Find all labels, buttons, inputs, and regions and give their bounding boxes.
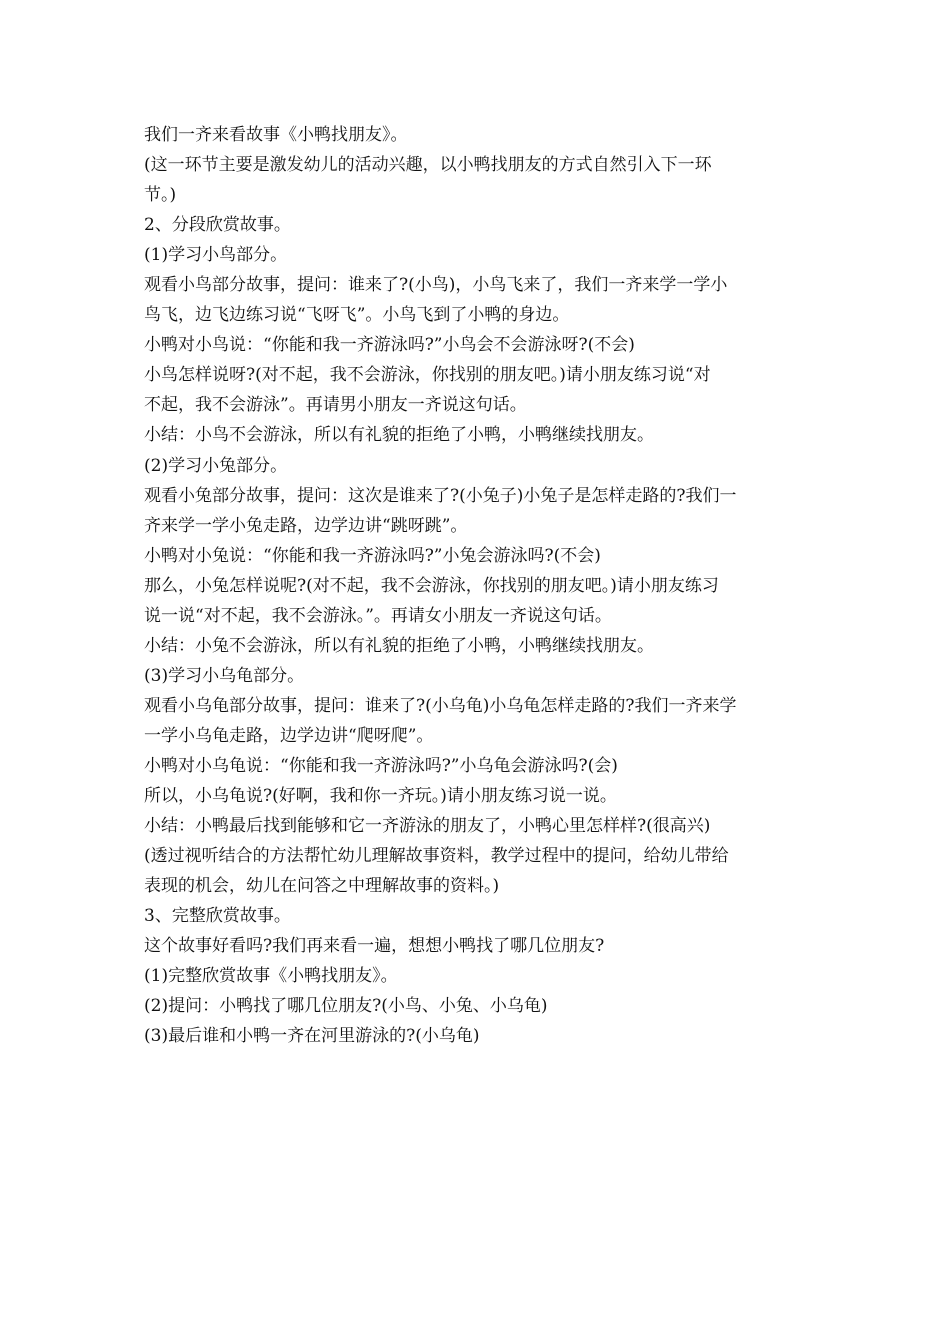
text-line: 观看小乌龟部分故事，提问：谁来了?(小乌龟)小乌龟怎样走路的?我们一齐来学 (144, 695, 737, 716)
text-line: (透过视听结合的方法帮忙幼儿理解故事资料，教学过程中的提问，给幼儿带给 (144, 846, 729, 867)
text-line: 小鸭对小乌龟说：“你能和我一齐游泳吗?”小乌龟会游泳吗?(会) (144, 755, 618, 776)
text-line: 小鸭对小兔说：“你能和我一齐游泳吗?”小兔会游泳吗?(不会) (144, 545, 601, 566)
text-line: 说一说“对不起，我不会游泳。”。再请女小朋友一齐说这句话。 (144, 605, 612, 626)
text-line: (这一环节主要是激发幼儿的活动兴趣，以小鸭找朋友的方式自然引入下一环 (144, 155, 712, 176)
text-line: 表现的机会，幼儿在问答之中理解故事的资料。) (144, 876, 500, 897)
text-line: 小结：小鸭最后找到能够和它一齐游泳的朋友了，小鸭心里怎样样?(很高兴) (144, 816, 711, 837)
text-line: 小鸟怎样说呀?(对不起，我不会游泳，你找别的朋友吧。)请小朋友练习说“对 (144, 365, 711, 386)
text-line: (3)最后谁和小鸭一齐在河里游泳的?(小乌龟) (144, 1026, 480, 1047)
text-line: (3)学习小乌龟部分。 (144, 665, 305, 686)
text-line: (1)学习小鸟部分。 (144, 245, 288, 266)
text-line: 3、完整欣赏故事。 (144, 906, 291, 927)
text-line: 小结：小兔不会游泳，所以有礼貌的拒绝了小鸭，小鸭继续找朋友。 (144, 635, 654, 656)
text-line: 我们一齐来看故事《小鸭找朋友》。 (144, 125, 408, 145)
text-line: 2、分段欣赏故事。 (144, 215, 291, 236)
text-line: (2)提问：小鸭找了哪几位朋友?(小鸟、小兔、小乌龟) (144, 996, 548, 1017)
text-line: 观看小鸟部分故事，提问：谁来了?(小鸟)，小鸟飞来了，我们一齐来学一学小 (144, 275, 728, 296)
text-line: 所以，小乌龟说?(好啊，我和你一齐玩。)请小朋友练习说一说。 (144, 786, 617, 807)
text-line: (2)学习小兔部分。 (144, 455, 288, 476)
text-line: 齐来学一学小兔走路，边学边讲“跳呀跳”。 (144, 515, 468, 536)
document-body (144, 120, 808, 1051)
text-line: 小鸭对小鸟说：“你能和我一齐游泳吗?”小鸟会不会游泳呀?(不会) (144, 335, 635, 356)
text-line: 那么，小兔怎样说呢?(对不起，我不会游泳，你找别的朋友吧。)请小朋友练习 (144, 575, 719, 596)
text-line: 不起，我不会游泳”。再请男小朋友一齐说这句话。 (144, 395, 527, 416)
text-line: 小结：小鸟不会游泳，所以有礼貌的拒绝了小鸭，小鸭继续找朋友。 (144, 425, 654, 446)
text-line: 观看小兔部分故事，提问：这次是谁来了?(小兔子)小兔子是怎样走路的?我们一 (144, 485, 737, 506)
text-line: 这个故事好看吗?我们再来看一遍，想想小鸭找了哪几位朋友? (144, 936, 605, 957)
text-line: 节。) (144, 185, 177, 206)
text-line: (1)完整欣赏故事《小鸭找朋友》。 (144, 966, 398, 987)
text-line: 一学小乌龟走路，边学边讲“爬呀爬”。 (144, 725, 434, 746)
text-line: 鸟飞，边飞边练习说“飞呀飞”。小鸟飞到了小鸭的身边。 (144, 305, 570, 326)
